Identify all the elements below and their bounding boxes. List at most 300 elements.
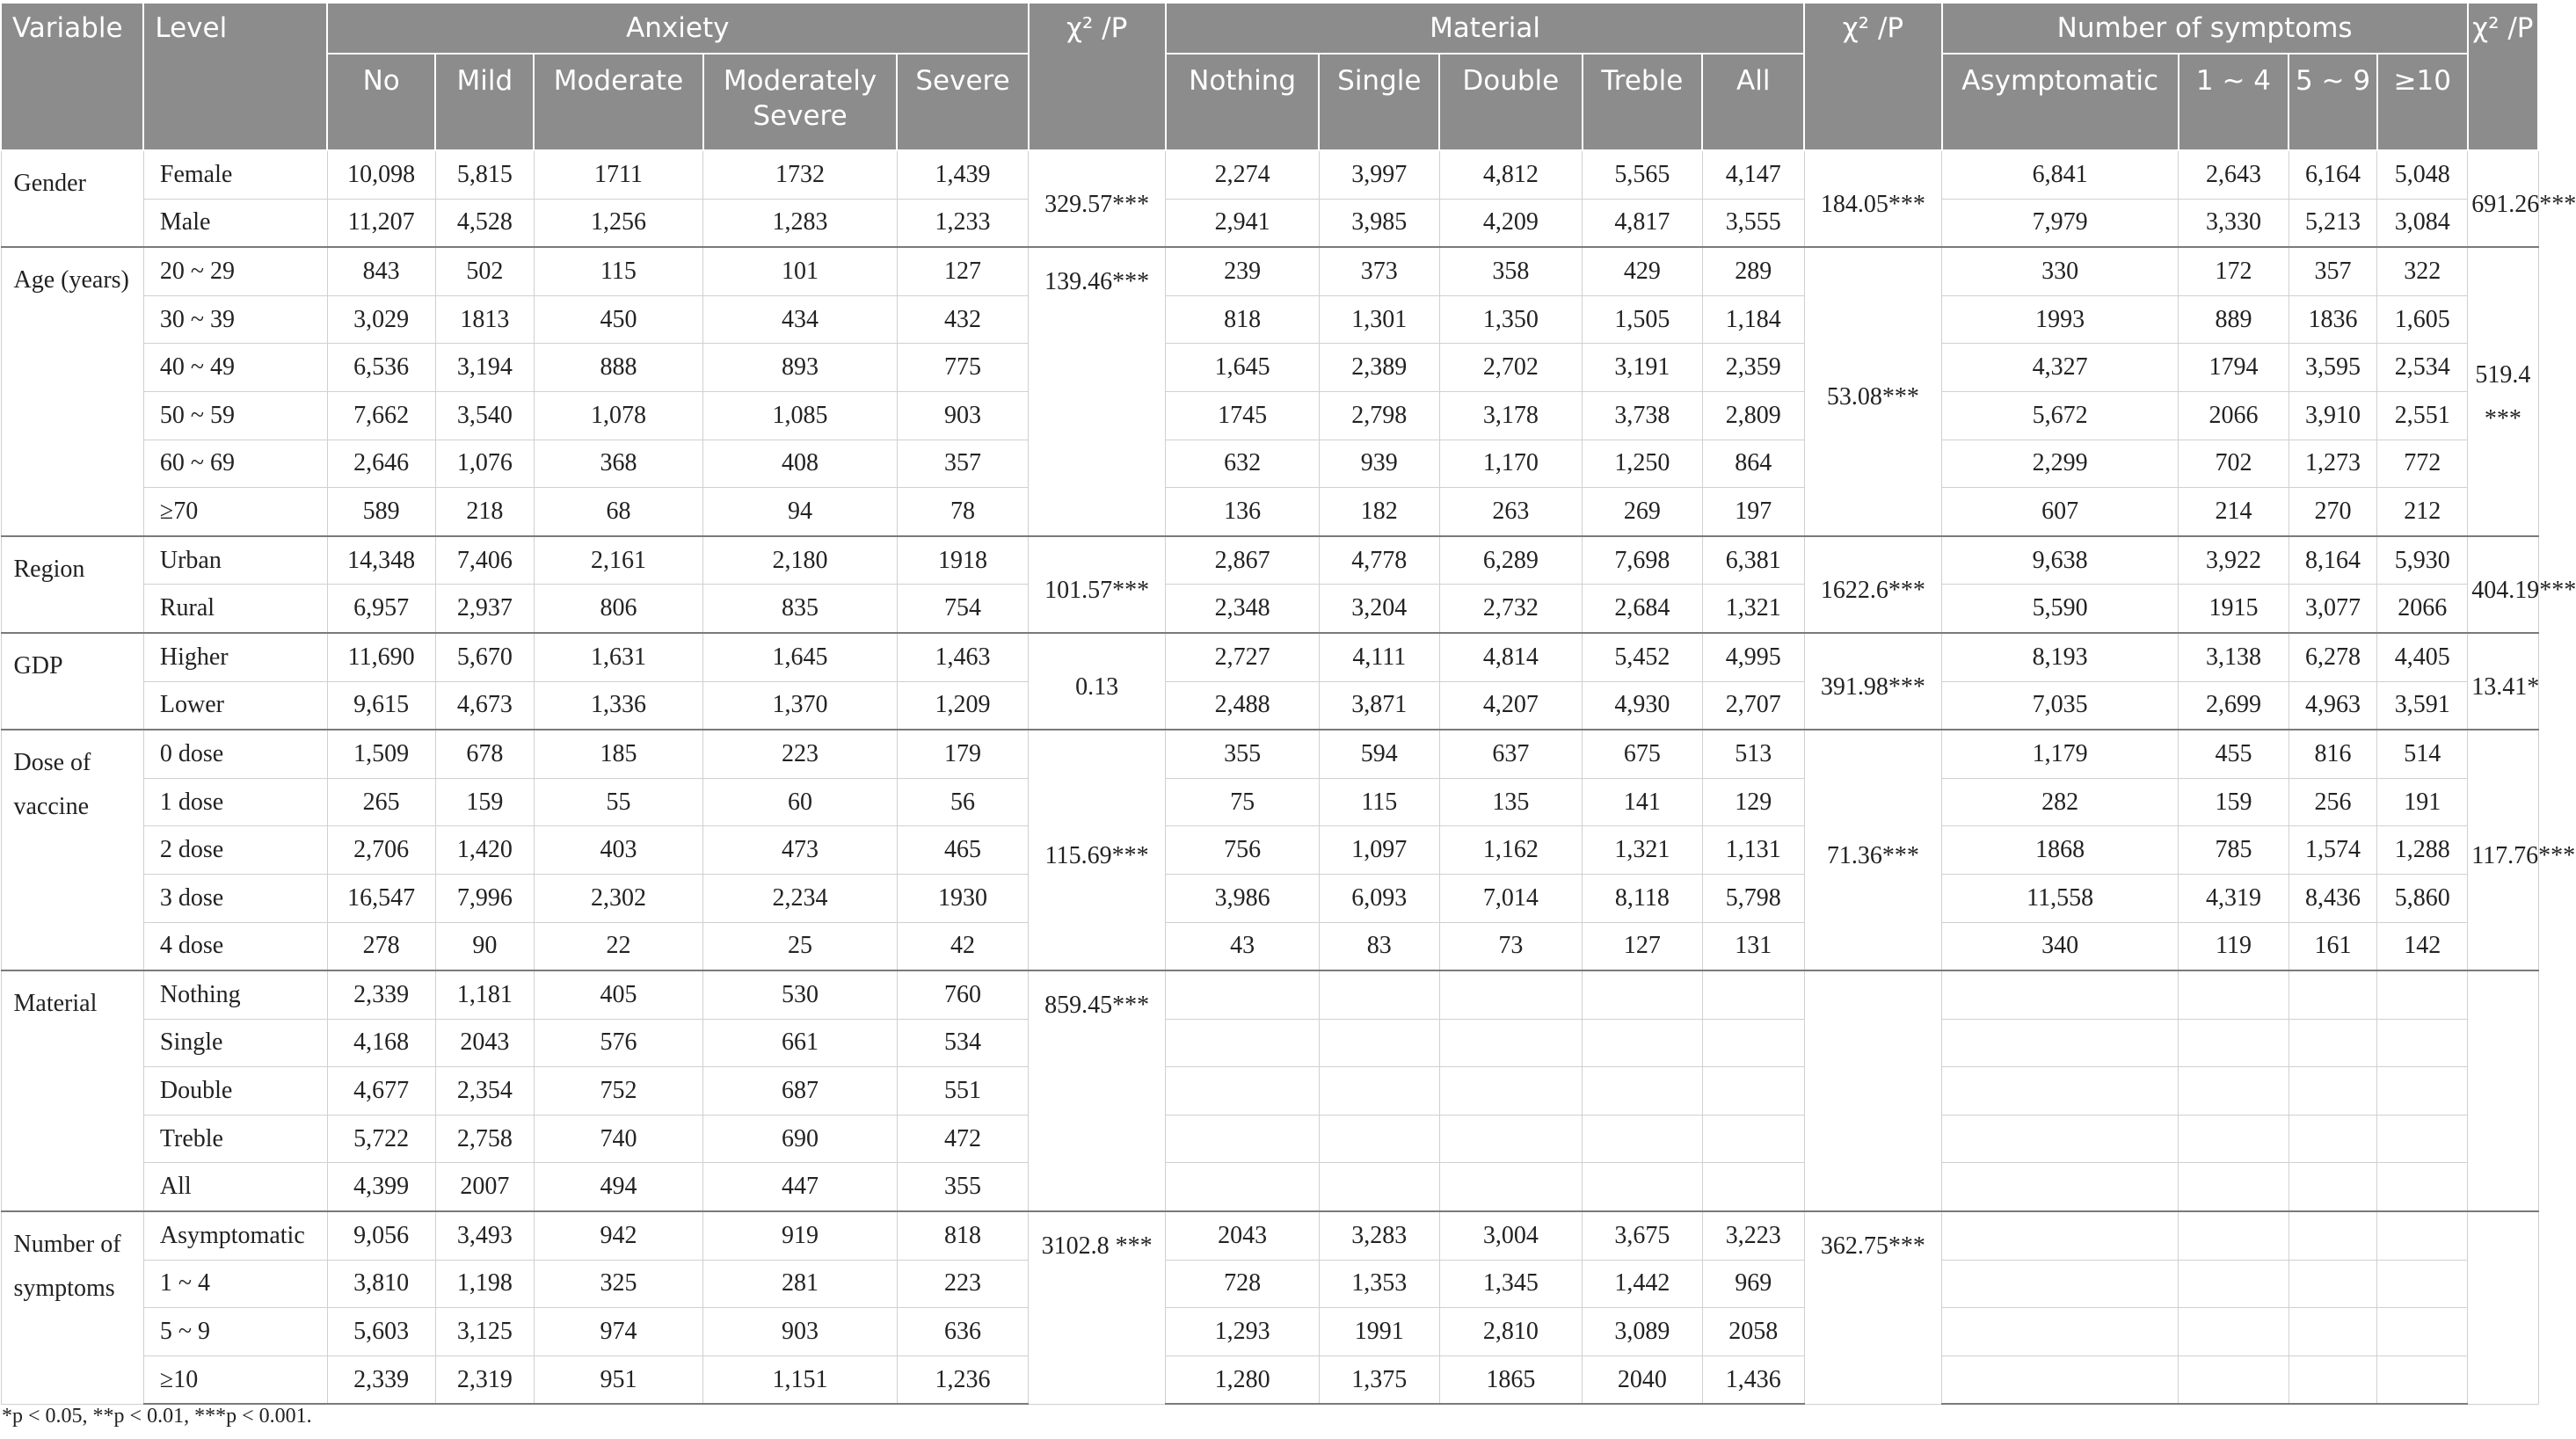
anxiety-value-cell: 2,180 bbox=[703, 536, 898, 585]
anxiety-value-cell: 1,151 bbox=[703, 1355, 898, 1404]
material-value-cell: 129 bbox=[1702, 778, 1804, 826]
material-value-cell: 127 bbox=[1583, 922, 1703, 970]
material-value-cell: 1,293 bbox=[1166, 1308, 1320, 1356]
header-material-level: Single bbox=[1319, 54, 1439, 150]
anxiety-value-cell: 408 bbox=[703, 440, 898, 488]
symptom-value-cell: 172 bbox=[2179, 247, 2289, 295]
header-anxiety-level: Moderate bbox=[534, 54, 702, 150]
anxiety-value-cell: 3,194 bbox=[435, 344, 534, 392]
anxiety-value-cell: 1,209 bbox=[897, 681, 1028, 730]
chi-symptoms-cell: 691.26*** bbox=[2468, 150, 2538, 247]
symptom-value-cell: 322 bbox=[2377, 247, 2468, 295]
anxiety-value-cell: 843 bbox=[327, 247, 435, 295]
material-value-cell: 939 bbox=[1319, 440, 1439, 488]
material-value-cell: 73 bbox=[1439, 922, 1582, 970]
anxiety-value-cell: 5,722 bbox=[327, 1115, 435, 1163]
material-value-cell bbox=[1319, 1163, 1439, 1211]
chi-anxiety-cell: 3102.8 *** bbox=[1029, 1211, 1166, 1404]
symptom-value-cell: 1,605 bbox=[2377, 295, 2468, 344]
anxiety-value-cell: 9,615 bbox=[327, 681, 435, 730]
symptom-value-cell bbox=[2179, 1308, 2289, 1356]
symptom-value-cell: 119 bbox=[2179, 922, 2289, 970]
symptom-value-cell bbox=[2289, 1019, 2377, 1067]
symptom-value-cell bbox=[2377, 1115, 2468, 1163]
anxiety-value-cell: 1918 bbox=[897, 536, 1028, 585]
anxiety-value-cell: 1,236 bbox=[897, 1355, 1028, 1404]
level-cell: Nothing bbox=[143, 970, 327, 1019]
material-value-cell: 1,350 bbox=[1439, 295, 1582, 344]
material-value-cell: 728 bbox=[1166, 1260, 1320, 1308]
anxiety-value-cell: 2,339 bbox=[327, 1355, 435, 1404]
material-value-cell: 1,280 bbox=[1166, 1355, 1320, 1404]
symptom-value-cell: 1836 bbox=[2289, 295, 2377, 344]
material-value-cell: 1,442 bbox=[1583, 1260, 1703, 1308]
anxiety-value-cell: 7,406 bbox=[435, 536, 534, 585]
material-value-cell: 1,436 bbox=[1702, 1355, 1804, 1404]
table-row bbox=[1, 1163, 2538, 1211]
level-cell: Rural bbox=[143, 585, 327, 633]
material-value-cell: 1,505 bbox=[1583, 295, 1703, 344]
anxiety-value-cell: 530 bbox=[703, 970, 898, 1019]
material-value-cell: 3,675 bbox=[1583, 1211, 1703, 1260]
level-cell: 3 dose bbox=[143, 874, 327, 922]
symptom-value-cell bbox=[2377, 970, 2468, 1019]
header-material-level: Treble bbox=[1583, 54, 1703, 150]
table-row bbox=[1, 488, 2538, 536]
material-value-cell: 182 bbox=[1319, 488, 1439, 536]
anxiety-value-cell: 472 bbox=[897, 1115, 1028, 1163]
anxiety-value-cell: 3,810 bbox=[327, 1260, 435, 1308]
symptom-value-cell bbox=[1942, 1308, 2179, 1356]
anxiety-value-cell: 4,677 bbox=[327, 1067, 435, 1116]
anxiety-value-cell: 7,662 bbox=[327, 391, 435, 440]
material-value-cell: 3,997 bbox=[1319, 150, 1439, 199]
anxiety-value-cell: 357 bbox=[897, 440, 1028, 488]
anxiety-value-cell: 5,603 bbox=[327, 1308, 435, 1356]
material-value-cell: 141 bbox=[1583, 778, 1703, 826]
header-chi-material: χ² /P bbox=[1804, 4, 1941, 150]
level-cell: Lower bbox=[143, 681, 327, 730]
chi-symptoms-cell: 404.19*** bbox=[2468, 536, 2538, 633]
material-value-cell: 131 bbox=[1702, 922, 1804, 970]
anxiety-value-cell: 754 bbox=[897, 585, 1028, 633]
anxiety-value-cell: 775 bbox=[897, 344, 1028, 392]
material-value-cell: 2,702 bbox=[1439, 344, 1582, 392]
anxiety-value-cell: 22 bbox=[534, 922, 702, 970]
material-value-cell bbox=[1166, 1163, 1320, 1211]
material-value-cell: 5,798 bbox=[1702, 874, 1804, 922]
variable-cell: Gender bbox=[1, 150, 143, 247]
anxiety-value-cell: 4,528 bbox=[435, 199, 534, 247]
anxiety-value-cell: 494 bbox=[534, 1163, 702, 1211]
anxiety-value-cell: 687 bbox=[703, 1067, 898, 1116]
material-value-cell: 43 bbox=[1166, 922, 1320, 970]
symptom-value-cell: 1,273 bbox=[2289, 440, 2377, 488]
symptom-value-cell: 7,035 bbox=[1942, 681, 2179, 730]
symptom-value-cell: 2066 bbox=[2179, 391, 2289, 440]
level-cell: 2 dose bbox=[143, 826, 327, 875]
material-value-cell: 5,452 bbox=[1583, 633, 1703, 681]
anxiety-value-cell: 740 bbox=[534, 1115, 702, 1163]
symptom-value-cell: 357 bbox=[2289, 247, 2377, 295]
material-value-cell: 1,375 bbox=[1319, 1355, 1439, 1404]
anxiety-value-cell: 55 bbox=[534, 778, 702, 826]
anxiety-value-cell: 2043 bbox=[435, 1019, 534, 1067]
header-symptom-level: Asymptomatic bbox=[1942, 54, 2179, 150]
symptom-value-cell: 3,922 bbox=[2179, 536, 2289, 585]
material-value-cell: 2,359 bbox=[1702, 344, 1804, 392]
material-value-cell: 373 bbox=[1319, 247, 1439, 295]
level-cell: 20 ~ 29 bbox=[143, 247, 327, 295]
anxiety-value-cell: 2007 bbox=[435, 1163, 534, 1211]
symptom-value-cell: 282 bbox=[1942, 778, 2179, 826]
material-value-cell bbox=[1439, 1115, 1582, 1163]
material-value-cell: 7,698 bbox=[1583, 536, 1703, 585]
anxiety-value-cell: 576 bbox=[534, 1019, 702, 1067]
symptom-value-cell: 2,551 bbox=[2377, 391, 2468, 440]
material-value-cell bbox=[1166, 1019, 1320, 1067]
anxiety-value-cell: 1,198 bbox=[435, 1260, 534, 1308]
anxiety-value-cell: 265 bbox=[327, 778, 435, 826]
anxiety-value-cell: 434 bbox=[703, 295, 898, 344]
symptom-value-cell: 214 bbox=[2179, 488, 2289, 536]
material-value-cell: 2,798 bbox=[1319, 391, 1439, 440]
material-value-cell: 3,738 bbox=[1583, 391, 1703, 440]
anxiety-value-cell: 2,706 bbox=[327, 826, 435, 875]
symptom-value-cell: 3,330 bbox=[2179, 199, 2289, 247]
anxiety-value-cell: 450 bbox=[534, 295, 702, 344]
table-row bbox=[1, 295, 2538, 344]
variable-cell: Region bbox=[1, 536, 143, 633]
material-value-cell bbox=[1583, 1163, 1703, 1211]
material-value-cell: 2,707 bbox=[1702, 681, 1804, 730]
symptom-value-cell: 5,860 bbox=[2377, 874, 2468, 922]
footnote: *p < 0.05, **p < 0.01, ***p < 0.001. bbox=[2, 1405, 312, 1428]
symptom-value-cell: 11,558 bbox=[1942, 874, 2179, 922]
material-value-cell: 1865 bbox=[1439, 1355, 1582, 1404]
material-value-cell bbox=[1702, 970, 1804, 1019]
material-value-cell: 2040 bbox=[1583, 1355, 1703, 1404]
material-value-cell: 2058 bbox=[1702, 1308, 1804, 1356]
anxiety-value-cell: 3,029 bbox=[327, 295, 435, 344]
level-cell: Male bbox=[143, 199, 327, 247]
table-row bbox=[1, 1067, 2538, 1116]
material-value-cell: 4,209 bbox=[1439, 199, 1582, 247]
anxiety-value-cell: 325 bbox=[534, 1260, 702, 1308]
material-value-cell bbox=[1439, 1163, 1582, 1211]
chi-symptoms-cell: 519.4 *** bbox=[2468, 247, 2538, 536]
symptom-value-cell: 4,319 bbox=[2179, 874, 2289, 922]
anxiety-value-cell: 16,547 bbox=[327, 874, 435, 922]
chi-anxiety-cell: 115.69*** bbox=[1029, 730, 1166, 970]
anxiety-value-cell: 2,234 bbox=[703, 874, 898, 922]
material-value-cell: 4,930 bbox=[1583, 681, 1703, 730]
anxiety-value-cell: 502 bbox=[435, 247, 534, 295]
symptom-value-cell bbox=[2179, 1163, 2289, 1211]
anxiety-value-cell: 2,354 bbox=[435, 1067, 534, 1116]
chi-anxiety-cell: 859.45*** bbox=[1029, 970, 1166, 1211]
symptom-value-cell bbox=[2289, 1163, 2377, 1211]
anxiety-value-cell: 2,319 bbox=[435, 1355, 534, 1404]
anxiety-value-cell: 919 bbox=[703, 1211, 898, 1260]
anxiety-value-cell: 1711 bbox=[534, 150, 702, 199]
symptom-value-cell bbox=[2179, 1260, 2289, 1308]
anxiety-value-cell: 25 bbox=[703, 922, 898, 970]
material-value-cell: 3,191 bbox=[1583, 344, 1703, 392]
table-row bbox=[1, 247, 2538, 295]
anxiety-value-cell: 159 bbox=[435, 778, 534, 826]
material-value-cell: 3,283 bbox=[1319, 1211, 1439, 1260]
anxiety-value-cell: 5,815 bbox=[435, 150, 534, 199]
anxiety-value-cell: 68 bbox=[534, 488, 702, 536]
symptom-value-cell bbox=[2179, 1019, 2289, 1067]
table-row bbox=[1, 1115, 2538, 1163]
material-value-cell: 269 bbox=[1583, 488, 1703, 536]
material-value-cell: 3,871 bbox=[1319, 681, 1439, 730]
chi-material-cell: 1622.6*** bbox=[1804, 536, 1941, 633]
table-body bbox=[1, 150, 2576, 1404]
anxiety-value-cell: 1,283 bbox=[703, 199, 898, 247]
anxiety-value-cell: 974 bbox=[534, 1308, 702, 1356]
material-value-cell: 355 bbox=[1166, 730, 1320, 778]
anxiety-value-cell: 432 bbox=[897, 295, 1028, 344]
symptom-value-cell bbox=[2179, 1115, 2289, 1163]
anxiety-value-cell: 903 bbox=[703, 1308, 898, 1356]
level-cell: Single bbox=[143, 1019, 327, 1067]
anxiety-value-cell: 179 bbox=[897, 730, 1028, 778]
material-value-cell: 1,184 bbox=[1702, 295, 1804, 344]
symptom-value-cell: 816 bbox=[2289, 730, 2377, 778]
header-material-level: All bbox=[1702, 54, 1804, 150]
material-value-cell: 3,178 bbox=[1439, 391, 1582, 440]
anxiety-value-cell: 589 bbox=[327, 488, 435, 536]
anxiety-value-cell: 1,076 bbox=[435, 440, 534, 488]
anxiety-value-cell: 14,348 bbox=[327, 536, 435, 585]
level-cell: Asymptomatic bbox=[143, 1211, 327, 1260]
header-level: Level bbox=[143, 4, 327, 150]
header-anxiety-level: Mild bbox=[435, 54, 534, 150]
symptom-value-cell: 2,534 bbox=[2377, 344, 2468, 392]
symptom-value-cell bbox=[2289, 1115, 2377, 1163]
material-value-cell: 83 bbox=[1319, 922, 1439, 970]
chi-symptoms-cell bbox=[2468, 1211, 2538, 1404]
symptom-value-cell bbox=[2179, 970, 2289, 1019]
material-value-cell: 289 bbox=[1702, 247, 1804, 295]
symptom-value-cell: 212 bbox=[2377, 488, 2468, 536]
symptom-value-cell bbox=[2289, 1308, 2377, 1356]
material-value-cell: 1,131 bbox=[1702, 826, 1804, 875]
variable-cell: Dose of vaccine bbox=[1, 730, 143, 970]
chi-anxiety-cell: 101.57*** bbox=[1029, 536, 1166, 633]
level-cell: 1 ~ 4 bbox=[143, 1260, 327, 1308]
header-material-level: Nothing bbox=[1166, 54, 1320, 150]
anxiety-value-cell: 1,645 bbox=[703, 633, 898, 681]
header-row-sub bbox=[1, 54, 2538, 150]
material-value-cell: 1,162 bbox=[1439, 826, 1582, 875]
material-value-cell: 818 bbox=[1166, 295, 1320, 344]
symptom-value-cell bbox=[2377, 1308, 2468, 1356]
material-value-cell: 1,170 bbox=[1439, 440, 1582, 488]
material-value-cell: 2,941 bbox=[1166, 199, 1320, 247]
material-value-cell: 594 bbox=[1319, 730, 1439, 778]
table-container bbox=[0, 4, 2576, 1405]
anxiety-value-cell: 1,336 bbox=[534, 681, 702, 730]
anxiety-value-cell: 3,125 bbox=[435, 1308, 534, 1356]
material-value-cell bbox=[1166, 1115, 1320, 1163]
symptom-value-cell: 159 bbox=[2179, 778, 2289, 826]
material-value-cell bbox=[1439, 1067, 1582, 1116]
material-value-cell bbox=[1439, 1019, 1582, 1067]
level-cell: 60 ~ 69 bbox=[143, 440, 327, 488]
anxiety-value-cell: 101 bbox=[703, 247, 898, 295]
anxiety-value-cell: 60 bbox=[703, 778, 898, 826]
level-cell: 50 ~ 59 bbox=[143, 391, 327, 440]
table-row bbox=[1, 778, 2538, 826]
material-value-cell: 2,810 bbox=[1439, 1308, 1582, 1356]
anxiety-value-cell: 1,370 bbox=[703, 681, 898, 730]
anxiety-value-cell: 1,181 bbox=[435, 970, 534, 1019]
material-value-cell: 4,778 bbox=[1319, 536, 1439, 585]
symptom-value-cell bbox=[2289, 970, 2377, 1019]
material-value-cell: 1,250 bbox=[1583, 440, 1703, 488]
anxiety-value-cell: 278 bbox=[327, 922, 435, 970]
anxiety-value-cell: 11,207 bbox=[327, 199, 435, 247]
material-value-cell: 3,004 bbox=[1439, 1211, 1582, 1260]
symptom-value-cell bbox=[2377, 1211, 2468, 1260]
header-anxiety-level: Severe bbox=[897, 54, 1028, 150]
symptom-value-cell: 6,841 bbox=[1942, 150, 2179, 199]
material-value-cell: 197 bbox=[1702, 488, 1804, 536]
symptom-value-cell: 8,164 bbox=[2289, 536, 2377, 585]
material-value-cell: 1,321 bbox=[1583, 826, 1703, 875]
anxiety-value-cell: 636 bbox=[897, 1308, 1028, 1356]
table-row bbox=[1, 633, 2538, 681]
variable-cell: Material bbox=[1, 970, 143, 1211]
anxiety-value-cell: 678 bbox=[435, 730, 534, 778]
material-value-cell: 2,867 bbox=[1166, 536, 1320, 585]
table-row bbox=[1, 970, 2538, 1019]
table-row bbox=[1, 1308, 2538, 1356]
material-value-cell bbox=[1319, 1019, 1439, 1067]
symptom-value-cell bbox=[2179, 1355, 2289, 1404]
symptom-value-cell bbox=[1942, 1260, 2179, 1308]
anxiety-value-cell: 690 bbox=[703, 1115, 898, 1163]
symptom-value-cell: 6,278 bbox=[2289, 633, 2377, 681]
level-cell: 0 dose bbox=[143, 730, 327, 778]
level-cell: 4 dose bbox=[143, 922, 327, 970]
material-value-cell: 2,389 bbox=[1319, 344, 1439, 392]
level-cell: ≥70 bbox=[143, 488, 327, 536]
symptom-value-cell bbox=[2289, 1211, 2377, 1260]
material-value-cell: 115 bbox=[1319, 778, 1439, 826]
header-anxiety-level: Moderately Severe bbox=[703, 54, 898, 150]
symptom-value-cell: 1794 bbox=[2179, 344, 2289, 392]
anxiety-value-cell: 4,673 bbox=[435, 681, 534, 730]
table-row bbox=[1, 1260, 2538, 1308]
table-row bbox=[1, 440, 2538, 488]
table-row bbox=[1, 826, 2538, 875]
anxiety-value-cell: 281 bbox=[703, 1260, 898, 1308]
chi-material-cell: 362.75*** bbox=[1804, 1211, 1941, 1404]
chi-anxiety-cell: 329.57*** bbox=[1029, 150, 1166, 247]
anxiety-value-cell: 951 bbox=[534, 1355, 702, 1404]
variable-cell: Age (years) bbox=[1, 247, 143, 536]
symptom-value-cell: 3,910 bbox=[2289, 391, 2377, 440]
material-value-cell: 4,812 bbox=[1439, 150, 1582, 199]
anxiety-value-cell: 368 bbox=[534, 440, 702, 488]
table-row bbox=[1, 344, 2538, 392]
anxiety-value-cell: 1732 bbox=[703, 150, 898, 199]
material-value-cell bbox=[1166, 970, 1320, 1019]
symptom-value-cell bbox=[2179, 1211, 2289, 1260]
symptom-value-cell: 785 bbox=[2179, 826, 2289, 875]
material-value-cell: 2,274 bbox=[1166, 150, 1320, 199]
data-table bbox=[0, 4, 2576, 1405]
symptom-value-cell bbox=[2289, 1260, 2377, 1308]
anxiety-value-cell: 806 bbox=[534, 585, 702, 633]
material-value-cell bbox=[1319, 1115, 1439, 1163]
material-value-cell: 1,097 bbox=[1319, 826, 1439, 875]
anxiety-value-cell: 355 bbox=[897, 1163, 1028, 1211]
anxiety-value-cell: 223 bbox=[703, 730, 898, 778]
symptom-value-cell: 889 bbox=[2179, 295, 2289, 344]
symptom-value-cell: 1868 bbox=[1942, 826, 2179, 875]
material-value-cell: 4,817 bbox=[1583, 199, 1703, 247]
material-value-cell: 1991 bbox=[1319, 1308, 1439, 1356]
material-value-cell bbox=[1583, 1115, 1703, 1163]
anxiety-value-cell: 893 bbox=[703, 344, 898, 392]
anxiety-value-cell: 90 bbox=[435, 922, 534, 970]
level-cell: All bbox=[143, 1163, 327, 1211]
symptom-value-cell: 191 bbox=[2377, 778, 2468, 826]
material-value-cell: 358 bbox=[1439, 247, 1582, 295]
symptom-value-cell: 1,179 bbox=[1942, 730, 2179, 778]
anxiety-value-cell: 2,339 bbox=[327, 970, 435, 1019]
symptom-value-cell: 4,963 bbox=[2289, 681, 2377, 730]
table-row bbox=[1, 1019, 2538, 1067]
symptom-value-cell: 5,213 bbox=[2289, 199, 2377, 247]
anxiety-value-cell: 1,420 bbox=[435, 826, 534, 875]
symptom-value-cell: 7,979 bbox=[1942, 199, 2179, 247]
anxiety-value-cell: 3,493 bbox=[435, 1211, 534, 1260]
anxiety-value-cell: 127 bbox=[897, 247, 1028, 295]
anxiety-value-cell: 1,078 bbox=[534, 391, 702, 440]
anxiety-value-cell: 56 bbox=[897, 778, 1028, 826]
anxiety-value-cell: 4,399 bbox=[327, 1163, 435, 1211]
symptom-value-cell bbox=[1942, 1163, 2179, 1211]
level-cell: 5 ~ 9 bbox=[143, 1308, 327, 1356]
symptom-value-cell: 1993 bbox=[1942, 295, 2179, 344]
material-value-cell: 136 bbox=[1166, 488, 1320, 536]
material-value-cell: 513 bbox=[1702, 730, 1804, 778]
chi-material-cell bbox=[1804, 970, 1941, 1211]
material-value-cell: 4,147 bbox=[1702, 150, 1804, 199]
header-symptom-level: 1 ~ 4 bbox=[2179, 54, 2289, 150]
header-material-level: Double bbox=[1439, 54, 1582, 150]
table-row bbox=[1, 874, 2538, 922]
material-value-cell: 1,345 bbox=[1439, 1260, 1582, 1308]
symptom-value-cell bbox=[1942, 1115, 2179, 1163]
level-cell: Urban bbox=[143, 536, 327, 585]
material-value-cell: 2043 bbox=[1166, 1211, 1320, 1260]
symptom-value-cell: 1915 bbox=[2179, 585, 2289, 633]
material-value-cell: 2,488 bbox=[1166, 681, 1320, 730]
level-cell: ≥10 bbox=[143, 1355, 327, 1404]
table-row bbox=[1, 536, 2538, 585]
material-value-cell: 1,645 bbox=[1166, 344, 1320, 392]
symptom-value-cell bbox=[2377, 1163, 2468, 1211]
anxiety-value-cell: 218 bbox=[435, 488, 534, 536]
